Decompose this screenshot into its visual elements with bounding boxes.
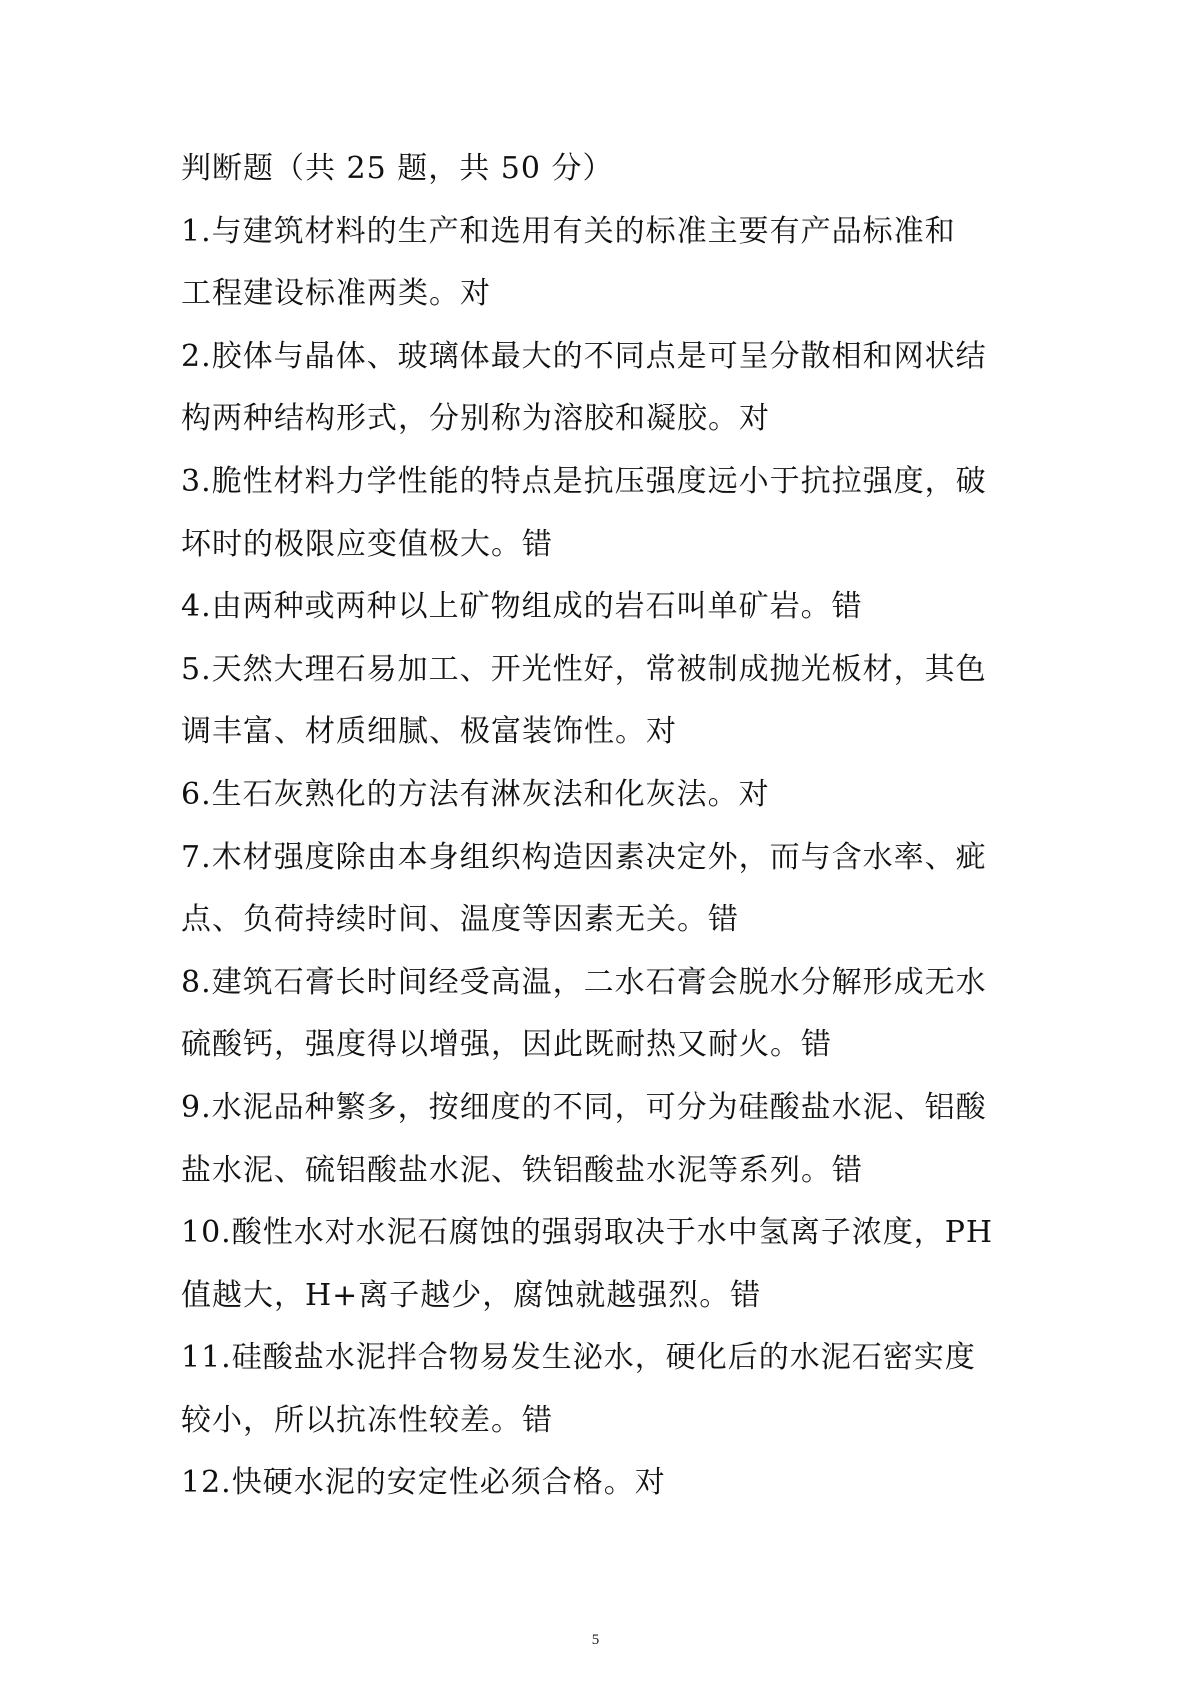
text-line: 坏时的极限应变值极大。错 bbox=[181, 526, 553, 562]
text-line: 工程建设标准两类。对 bbox=[181, 276, 491, 312]
text-line: 值越大，H+离子越少，腐蚀就越强烈。错 bbox=[181, 1277, 762, 1313]
text-line: 7.木材强度除由本身组织构造因素决定外，而与含水率、疵 bbox=[181, 839, 987, 875]
text-line: 4.由两种或两种以上矿物组成的岩石叫单矿岩。错 bbox=[181, 589, 863, 625]
section-title: 判断题（共 25 题，共 50 分） bbox=[181, 151, 614, 186]
text-line: 10.酸性水对水泥石腐蚀的强弱取决于水中氢离子浓度，PH bbox=[181, 1215, 994, 1251]
text-line: 6.生石灰熟化的方法有淋灰法和化灰法。对 bbox=[181, 776, 770, 812]
text-line: 点、负荷持续时间、温度等因素无关。错 bbox=[181, 902, 739, 938]
text-line: 8.建筑石膏长时间经受高温，二水石膏会脱水分解形成无水 bbox=[181, 964, 987, 1000]
question-list bbox=[181, 138, 1031, 1515]
text-line: 5.天然大理石易加工、开光性好，常被制成抛光板材，其色 bbox=[181, 651, 987, 687]
text-line: 1.与建筑材料的生产和选用有关的标准主要有产品标准和 bbox=[181, 213, 956, 249]
text-line: 硫酸钙，强度得以增强，因此既耐热又耐火。错 bbox=[181, 1027, 832, 1063]
text-line: 构两种结构形式，分别称为溶胶和凝胶。对 bbox=[181, 401, 770, 437]
text-line: 11.硅酸盐水泥拌合物易发生泌水，硬化后的水泥石密实度 bbox=[181, 1340, 976, 1376]
text-line: 3.脆性材料力学性能的特点是抗压强度远小于抗拉强度，破 bbox=[181, 463, 987, 499]
text-line: 2.胶体与晶体、玻璃体最大的不同点是可呈分散相和网状结 bbox=[181, 338, 987, 374]
text-line: 盐水泥、硫铝酸盐水泥、铁铝酸盐水泥等系列。错 bbox=[181, 1152, 863, 1188]
text-line: 调丰富、材质细腻、极富装饰性。对 bbox=[181, 714, 677, 750]
text-line: 12.快硬水泥的安定性必须合格。对 bbox=[181, 1465, 666, 1501]
text-line: 9.水泥品种繁多，按细度的不同，可分为硅酸盐水泥、铝酸 bbox=[181, 1089, 987, 1125]
text-line: 较小，所以抗冻性较差。错 bbox=[181, 1402, 553, 1438]
page-number: 5 bbox=[591, 1632, 600, 1648]
